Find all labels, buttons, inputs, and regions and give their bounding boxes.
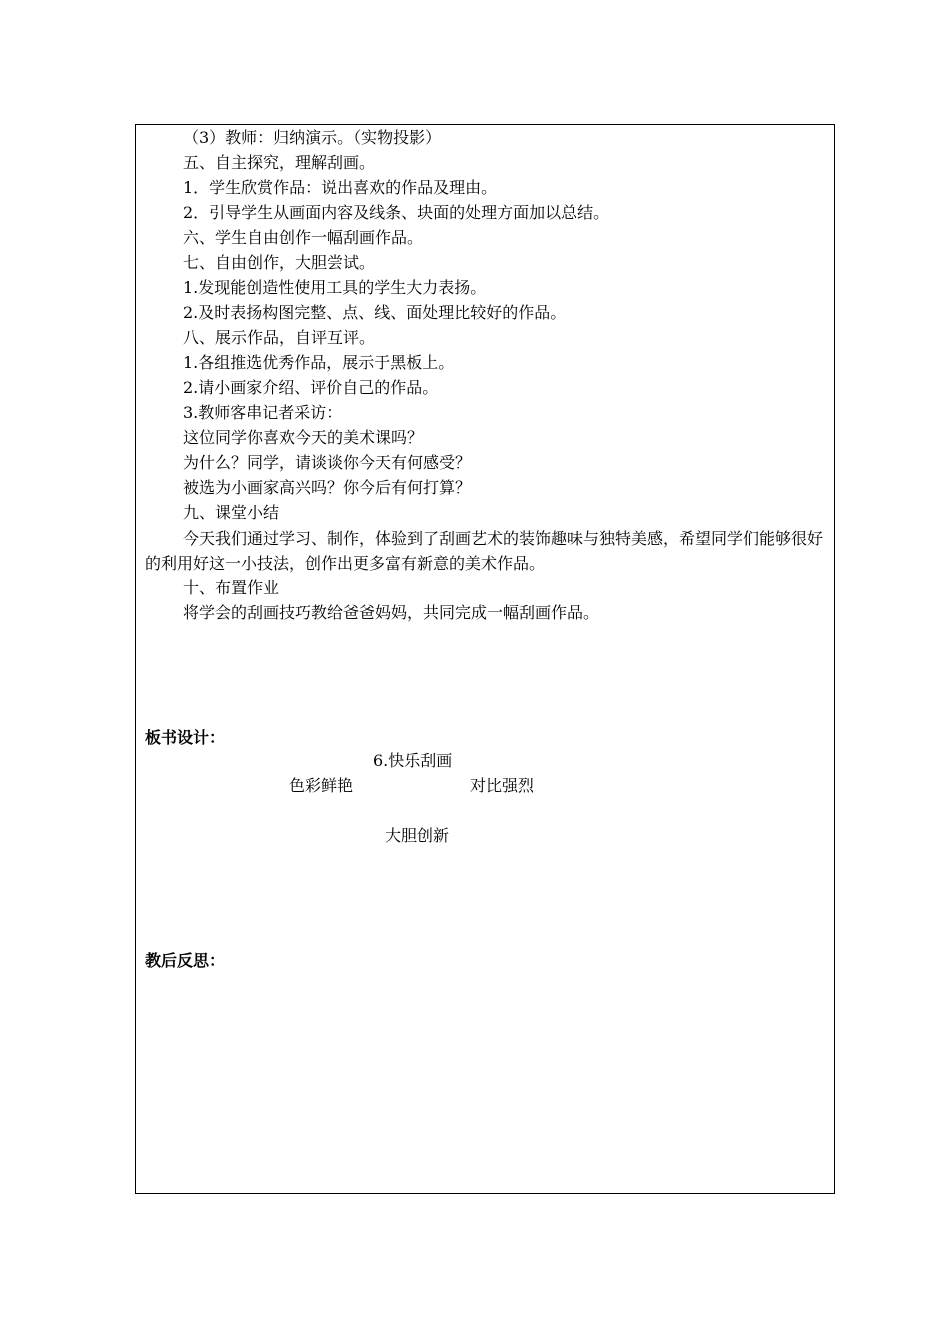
board-design-label: 板书设计：	[145, 728, 226, 747]
text-line: 八、展示作品，自评互评。	[183, 328, 376, 347]
homework-text: 将学会的刮画技巧教给爸爸妈妈，共同完成一幅刮画作品。	[183, 603, 600, 622]
text-line: 七、自由创作，大胆尝试。	[183, 253, 376, 272]
board-design-title: 6.快乐刮画	[373, 751, 453, 770]
text-line: （3）教师：归纳演示。（实物投影）	[183, 128, 442, 147]
board-design-left-term: 色彩鲜艳	[289, 776, 354, 795]
homework-heading: 十、布置作业	[183, 578, 280, 597]
text-line: 1.发现能创造性使用工具的学生大力表扬。	[183, 278, 487, 297]
text-line: 2．引导学生从画面内容及线条、块面的处理方面加以总结。	[183, 203, 610, 222]
text-line: 五、自主探究，理解刮画。	[183, 153, 376, 172]
text-line: 九、课堂小结	[183, 503, 280, 522]
board-design-bottom-term: 大胆创新	[385, 826, 450, 845]
reflection-label: 教后反思：	[145, 951, 226, 970]
text-line: 被选为小画家高兴吗？你今后有何打算？	[183, 478, 472, 497]
summary-paragraph: 今天我们通过学习、制作，体验到了刮画艺术的装饰趣味与独特美感，希望同学们能够很好的利用好这一小技法，创作出更多富有新意的美术作品。	[145, 529, 824, 573]
board-design-right-term: 对比强烈	[470, 776, 535, 795]
text-line: 2.及时表扬构图完整、点、线、面处理比较好的作品。	[183, 303, 567, 322]
text-line: 2.请小画家介绍、评价自己的作品。	[183, 378, 439, 397]
text-line: 六、学生自由创作一幅刮画作品。	[183, 228, 424, 247]
text-line: 1.各组推选优秀作品，展示于黑板上。	[183, 353, 455, 372]
text-line: 3.教师客串记者采访：	[183, 403, 343, 422]
text-line: 这位同学你喜欢今天的美术课吗？	[183, 428, 424, 447]
text-line: 为什么？同学，请谈谈你今天有何感受？	[183, 453, 472, 472]
text-line: 1．学生欣赏作品：说出喜欢的作品及理由。	[183, 178, 498, 197]
